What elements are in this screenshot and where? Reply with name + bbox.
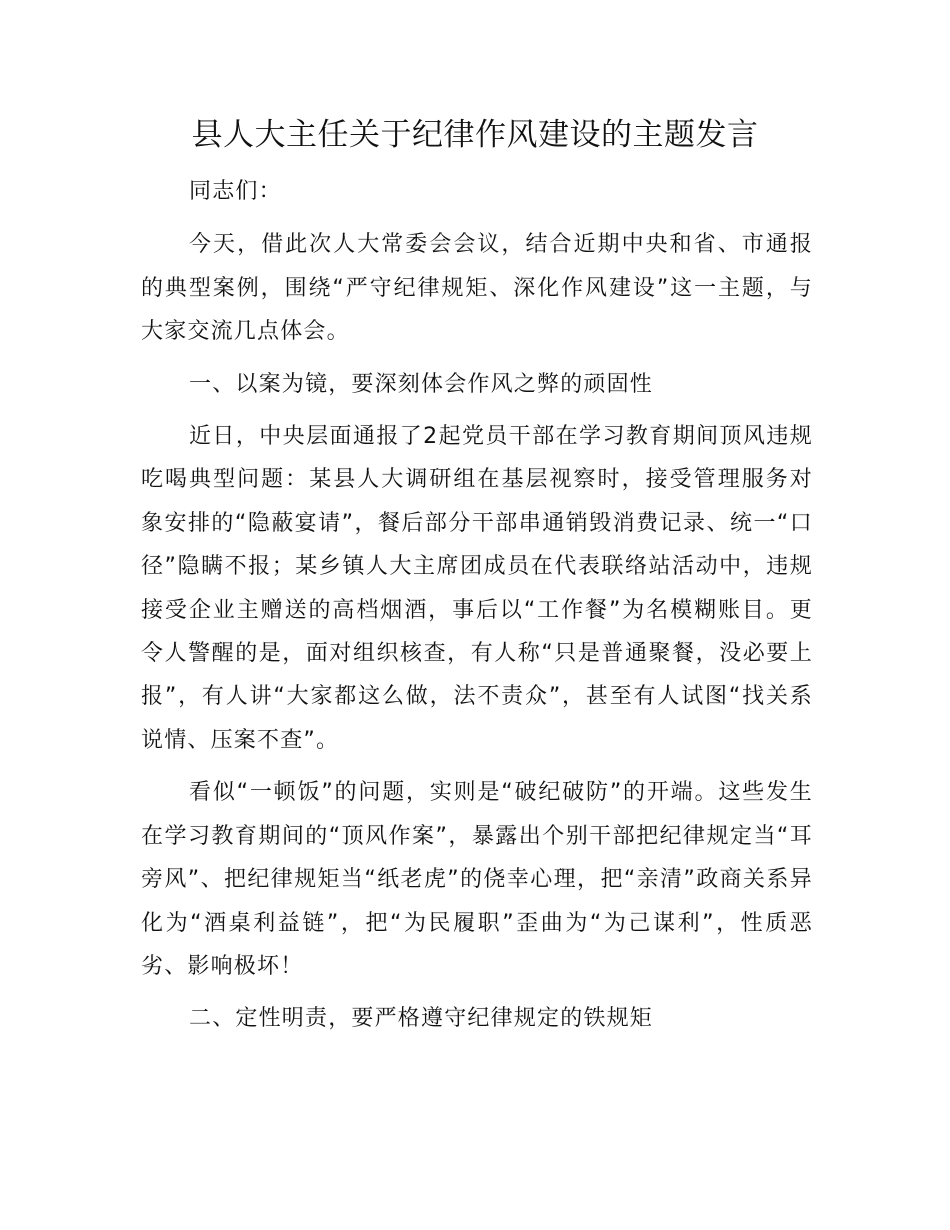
section-heading-2: 二、定性明责，要严格遵守纪律规定的铁规矩: [189, 1006, 654, 1032]
salutation: 同志们：: [189, 179, 282, 204]
analysis-paragraph: 看似“一顿饭”的问题，实则是“破纪破防”的开端。这些发生在学习教育期间的“顶风作案”，暴露出个别干部把纪律规定当“耳旁风”、把纪律规矩当“纸老虎”的侥幸心理，把“亲清”政商关系异化为“酒桌利益链”，把“为民履职”歪曲为“为己谋利”，性质恶劣、影响极坏！: [141, 780, 813, 979]
section-heading-1: 一、以案为镜，要深刻体会作风之弊的顽固性: [189, 371, 654, 397]
intro-paragraph: 今天，借此次人大常委会会议，结合近期中央和省、市通报的典型案例，围绕“严守纪律规矩、深化作风建设”这一主题，与大家交流几点体会。: [141, 232, 813, 345]
page-title: 县人大主任关于纪律作风建设的主题发言: [191, 117, 759, 153]
document-body: [141, 170, 813, 1050]
case-paragraph: 近日，中央层面通报了2起党员干部在学习教育期间顶风违规吃喝典型问题：某县人大调研组在基层视察时，接受管理服务对象安排的“隐蔽宴请”，餐后部分干部串通销毁消费记录、统一“口径”隐瞒不报；某乡镇人大主席团成员在代表联络站活动中，违规接受企业主赠送的高档烟酒，事后以“工作餐”为名模糊账目。更令人警醒的是，面对组织核查，有人称“只是普通聚餐，没必要上报”，有人讲“大家都这么做，法不责众”，甚至有人试图“找关系说情、压案不查”。: [141, 424, 813, 753]
